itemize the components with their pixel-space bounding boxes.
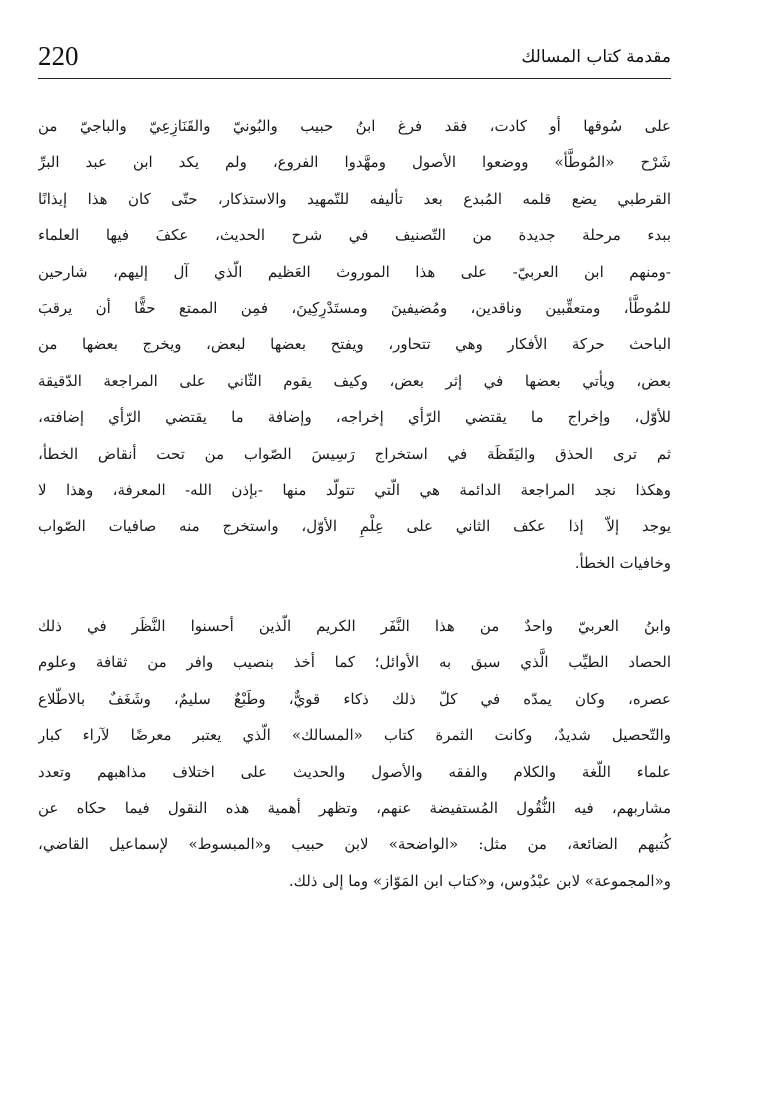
text-line: وخافيات الخطأ. bbox=[574, 553, 671, 572]
paragraph bbox=[38, 108, 671, 581]
text-line: ببدء مرحلة جديدة من التّصنيف في شرح الحديث، عكفَ فيها العلماء bbox=[38, 226, 671, 245]
text-line: والتّحصيل شديدٌ، وكانت الثمرة كتاب «المسالك» الّذي يعتبر معرضًا لآراء كبار bbox=[38, 726, 671, 745]
text-line: وابنُ العربيّ واحدٌ من هذا النَّفَر الكريم الّذين أحسنوا النَّظَر في ذلك bbox=[38, 617, 671, 636]
page-body bbox=[38, 108, 671, 899]
text-line: و«المجموعة» لابن عبْدُوس، و«كتاب ابن المَوّاز» وما إلى ذلك. bbox=[288, 871, 671, 890]
text-line: بعض، ويأتي بعضها في إثر بعض، وكيف يقوم الثّاني على المراجعة الدّقيقة bbox=[38, 371, 671, 390]
text-line: الباحث حركة الأفكار وهي تتحاور، ويفتح بعضها لبعض، ويخرج بعضها من bbox=[38, 335, 671, 354]
text-line: عصره، وكان يمدّه في كلّ ذلك ذكاء قويٌّ، وطَبْعٌ سليمٌ، وشَغَفٌ بالاطّلاع bbox=[38, 689, 671, 708]
text-line: شَرْح «المُوطَّأ» ووضعوا الأصول ومهَّدوا الفروع، ولم يكد ابن عبد البرِّ bbox=[38, 153, 671, 172]
page-header bbox=[38, 40, 671, 78]
text-line: -ومنهم ابن العربيّ- على هذا الموروث العَظيم الّذي آل إليهم، شارحين bbox=[38, 262, 671, 281]
text-line: علماء اللّغة والكلام والفقه والأصول والحديث على اختلاف مذاهبهم وتعدد bbox=[38, 762, 671, 781]
text-line: القرطبي يضع قلمه المُبدع بعد تأليفه للتّمهيد والاستذكار، حتّى كان هذا إيذانًا bbox=[38, 189, 671, 208]
text-line: للأوّل، وإخراج ما يقتضي الرّأي إخراجه، وإضافة ما يقتضي الرّأي إضافته، bbox=[38, 408, 671, 427]
text-line: يوجد إلاّ إذا عكف الثاني على عِلْمِ الأوّل، واستخرج منه صافيات الصّواب bbox=[38, 517, 671, 536]
text-line: كُتبهم الضائعة، من مثل: «الواضحة» لابن حبيب و«المبسوط» لإسماعيل القاضي، bbox=[38, 835, 671, 854]
text-line: للمُوطَّأ، ومتعقِّبين وناقدين، ومُضيفينَ ومستَدْرِكِينَ، فمِن الممتع حقًّا أن يرقبَ bbox=[38, 298, 671, 317]
text-line: على سُوقها أو كادت، فقد فرغ ابنُ حبيب والبُونيّ والقَنَازِعِيّ والباجيّ من bbox=[38, 117, 671, 135]
paragraph bbox=[38, 608, 671, 899]
paragraph-gap bbox=[38, 581, 671, 608]
text-line: وهكذا نجد المراجعة الدائمة هي الّتي تتولّد منها -بإذن الله- المعرفة، وهذا لا bbox=[38, 480, 671, 499]
page-number: 220 bbox=[38, 41, 79, 71]
running-title: مقدمة كتاب المسالك bbox=[521, 47, 671, 67]
text-line: ثم ترى الحذق واليَقَظَة في استخراج رَسِيسَ الصّواب من تحت أنقاض الخطأ، bbox=[38, 444, 671, 463]
text-line: الحصاد الطيِّب الَّذي سبق به الأوائل؛ كما أخذ بنصيب وافر من ثقافة وعلوم bbox=[38, 653, 671, 672]
header-rule bbox=[38, 78, 671, 79]
text-line: مشاربهم، فيه النُّقُول المُستفيضة عنهم، وتظهر أهمية هذه النقول فيما حكاه عن bbox=[38, 799, 671, 818]
